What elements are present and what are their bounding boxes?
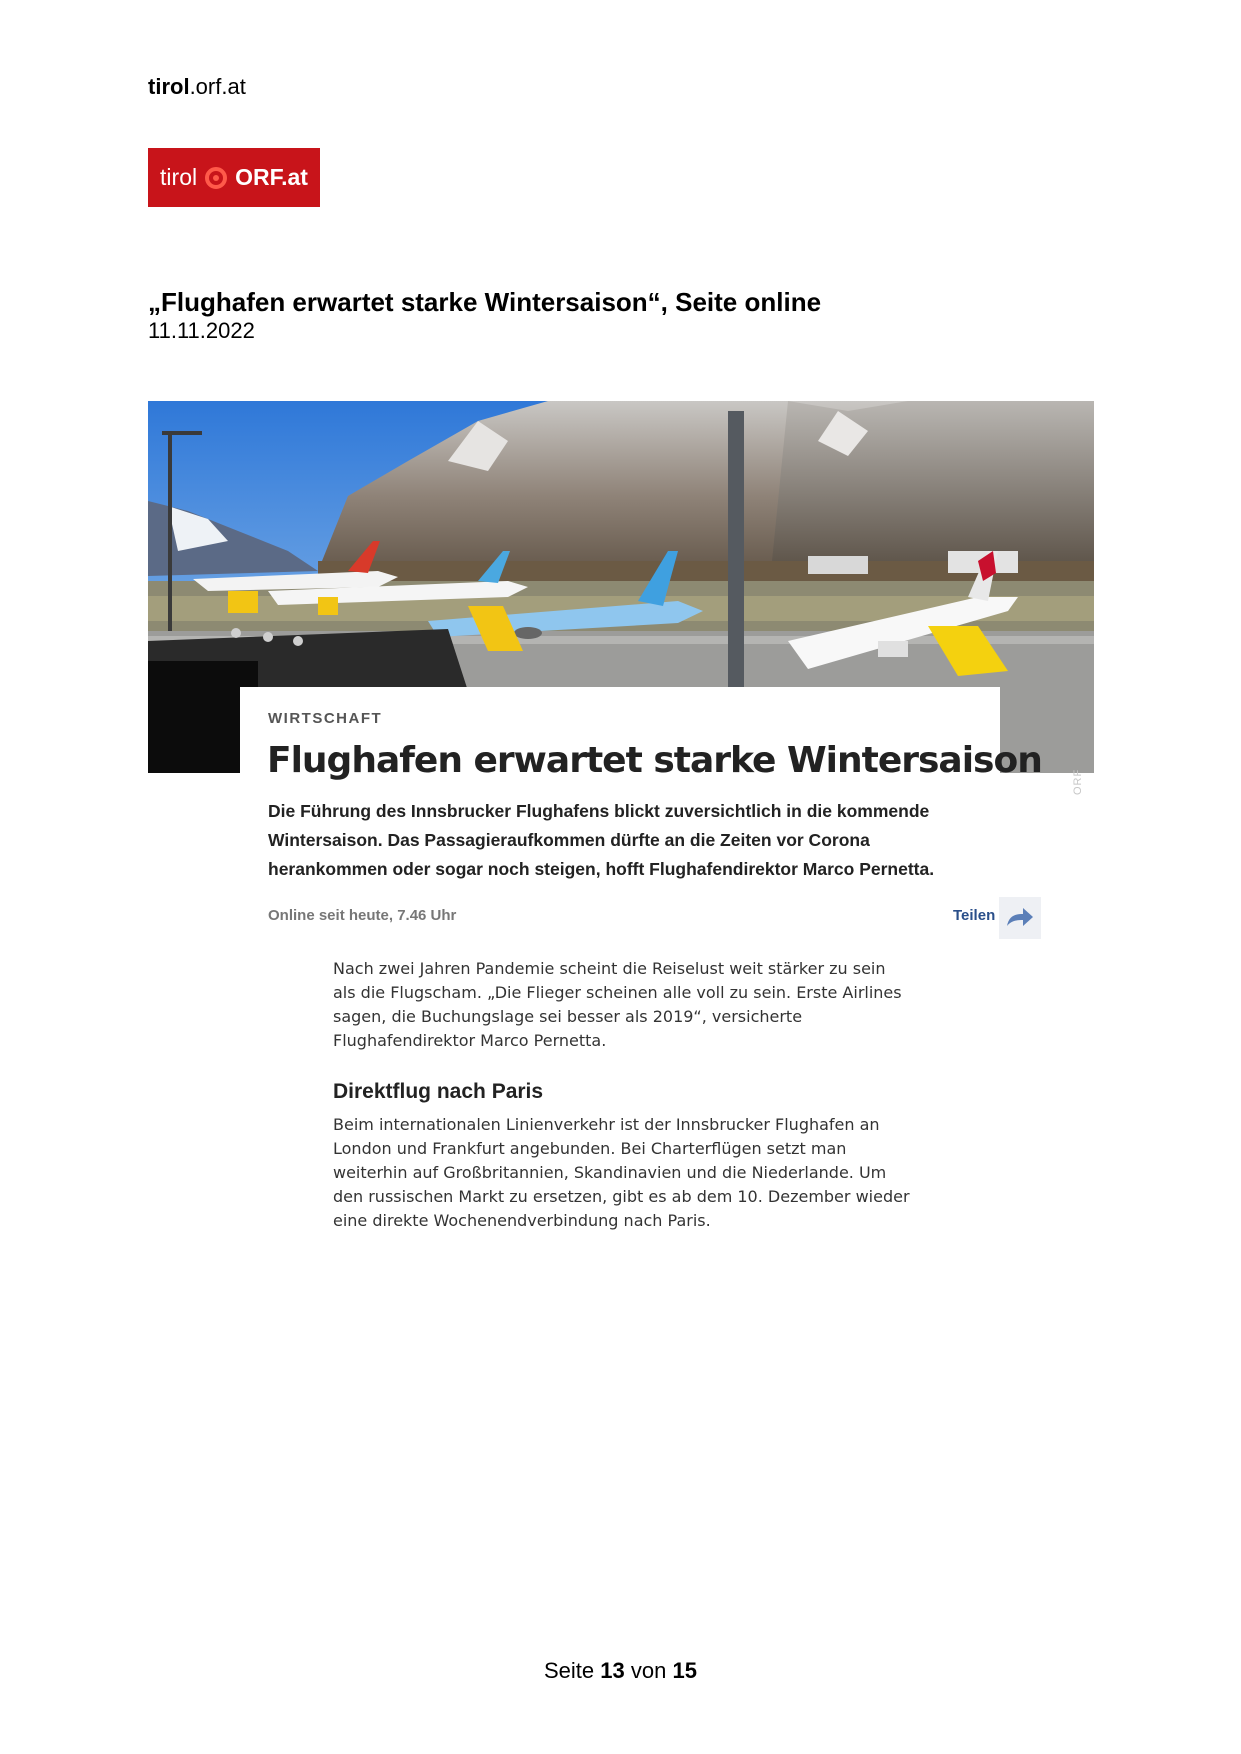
page-footer	[0, 1658, 1241, 1684]
tirol-orf-logo	[148, 148, 320, 207]
orf-eye-icon	[205, 167, 227, 189]
share-label[interactable]: Teilen	[953, 907, 996, 924]
source-line	[148, 74, 246, 100]
article-headline: Flughafen erwartet starke Wintersaison	[267, 740, 1042, 781]
footer-prefix: Seite	[544, 1658, 595, 1683]
article-timestamp: Online seit heute, 7.46 Uhr	[268, 907, 457, 924]
article-paragraph-1: Nach zwei Jahren Pandemie scheint die Reiselust weit stärker zu sein als die Flugscham. „Die Flieger scheinen alle voll zu sein. Erste Airlines sagen, die Buchungslage sei besser als 2019“, versicherte Flughafendirektor Marco Pernetta.	[333, 959, 902, 1050]
article-subheading: Direktflug nach Paris	[333, 1080, 544, 1103]
share-arrow-icon	[1005, 906, 1035, 930]
article-lead: Die Führung des Innsbrucker Flughafens blickt zuversichtlich in die kommende Wintersaison. Das Passagieraufkommen dürfte an die Zeiten vor Corona herankommen oder sogar noch steigen, hofft Flughafendirektor Marco Pernetta.	[268, 801, 935, 879]
article-paragraph-2: Beim internationalen Linienverkehr ist der Innsbrucker Flughafen an London und Frankfurt angebunden. Bei Charterflügen setzt man weiterhin auf Großbritannien, Skandinavien und die Niederlande. Um den russischen Markt zu ersetzen, gibt es ab dem 10. Dezember wieder eine direkte Wochenendverbindung nach Paris.	[333, 1115, 910, 1230]
article-category[interactable]: WIRTSCHAFT	[268, 710, 383, 727]
logo-orf: ORF.at	[235, 164, 308, 190]
logo-tirol: tirol	[160, 164, 198, 190]
footer-page-number: 13	[600, 1658, 625, 1683]
footer-middle: von	[630, 1658, 667, 1683]
source-bold: tirol	[148, 74, 190, 99]
share-button[interactable]	[999, 897, 1041, 939]
source-rest: .orf.at	[189, 74, 246, 99]
document-title: „Flughafen erwartet starke Wintersaison“, Seite online	[148, 287, 822, 317]
image-credit: ORF	[1072, 768, 1084, 795]
footer-page-total: 15	[672, 1658, 697, 1683]
document-date: 11.11.2022	[148, 318, 255, 343]
